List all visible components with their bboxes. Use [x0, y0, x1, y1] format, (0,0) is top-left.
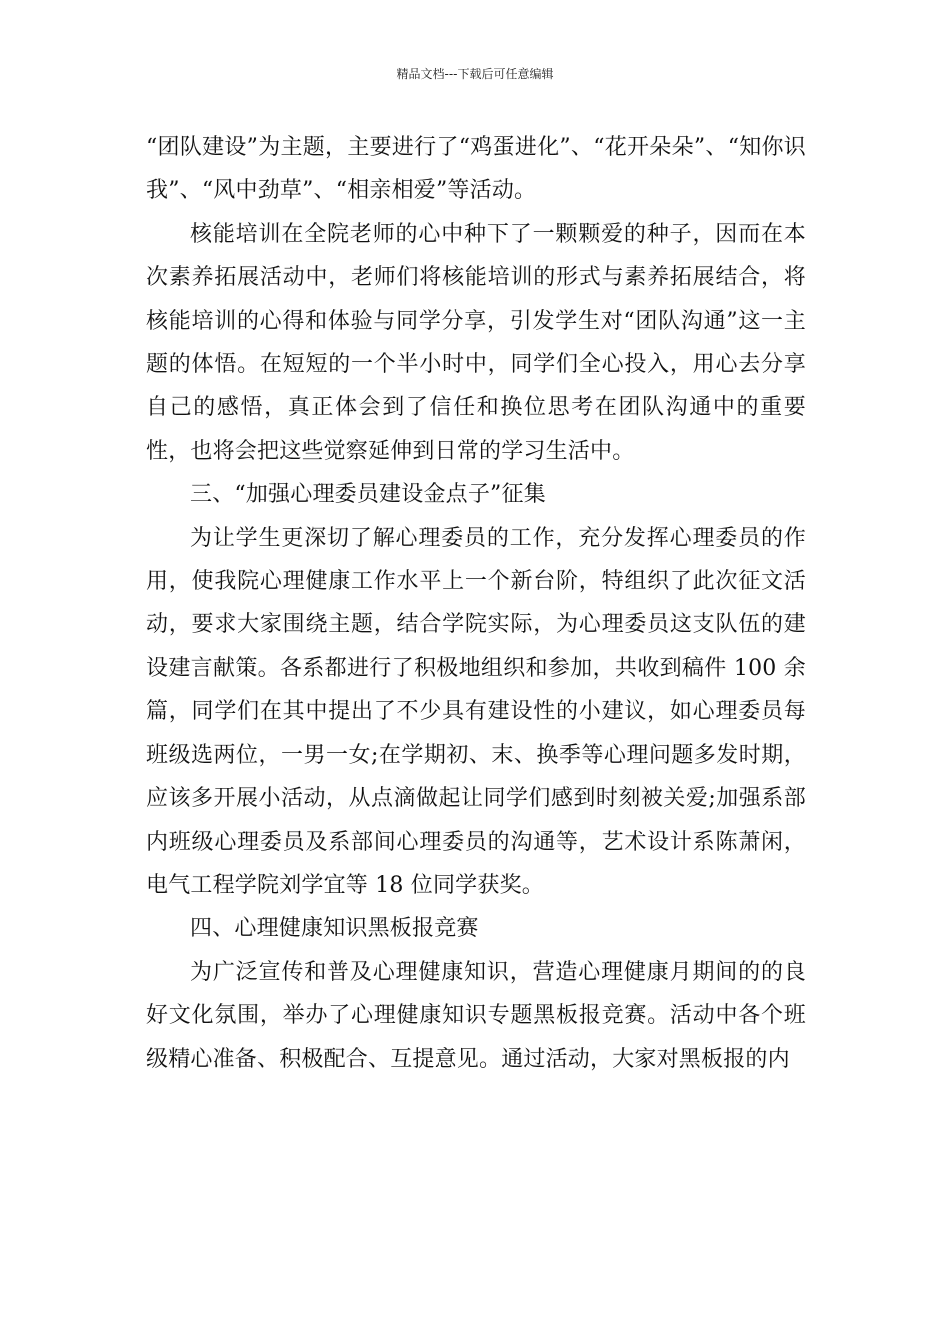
- document-body: [146, 126, 806, 1081]
- page-header: 精品文档---下载后可任意编辑: [396, 67, 554, 81]
- paragraph: 核能培训在全院老师的心中种下了一颗颗爱的种子，因而在本次素养拓展活动中，老师们将核能培训的形式与素养拓展结合，将核能培训的心得和体验与同学分享，引发学生对“团队沟通”这一主题的体悟。在短短的一个半小时中，同学们全心投入，用心去分享自己的感悟，真正体会到了信任和换位思考在团队沟通中的重要性，也将会把这些觉察延伸到日常的学习生活中。: [146, 221, 806, 464]
- section-heading: 四、心理健康知识黑板报竞赛: [190, 916, 479, 942]
- paragraph: 为让学生更深切了解心理委员的工作，充分发挥心理委员的作用，使我院心理健康工作水平上一个新台阶，特组织了此次征文活动，要求大家围绕主题，结合学院实际，为心理委员这支队伍的建设建言献策。各系都进行了积极地组织和参加，共收到稿件 100 余篇，同学们在其中提出了不少具有建设性的小建议，如心理委员每班级选两位，一男一女;在学期初、末、换季等心理问题多发时期，应该多开展小活动，从点滴做起让同学们感到时刻被关爱;加强系部内班级心理委员及系部间心理委员的沟通等，艺术设计系陈萧闲，电气工程学院刘学宜等 18 位同学获奖。: [146, 525, 806, 898]
- paragraph: “团队建设”为主题，主要进行了“鸡蛋进化”、“花开朵朵”、“知你识我”、“风中劲草”、“相亲相爱”等活动。: [146, 135, 806, 204]
- paragraph: 为广泛宣传和普及心理健康知识，营造心理健康月期间的的良好文化氛围，举办了心理健康知识专题黑板报竞赛。活动中各个班级精心准备、积极配合、互提意见。通过活动，大家对黑板报的内: [146, 959, 806, 1072]
- section-heading: 三、“加强心理委员建设金点子”征集: [190, 482, 546, 508]
